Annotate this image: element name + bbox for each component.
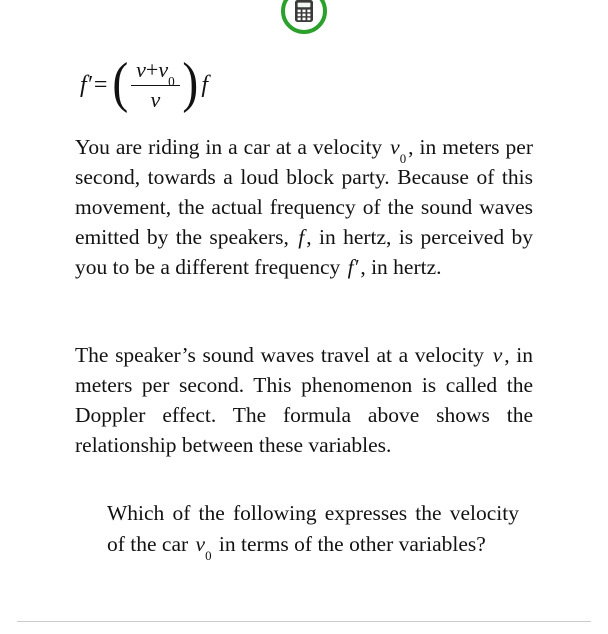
right-paren: ) xyxy=(182,52,198,114)
math-var-f: f xyxy=(298,225,305,249)
fraction xyxy=(131,57,180,113)
text-run: , in meters per second. This phenomenon is called the Doppler effect. The formula above shows the relationship between these variables. xyxy=(75,343,533,457)
left-paren: ( xyxy=(112,52,129,114)
text-run: , in hertz, is perceived by you to be a different frequency xyxy=(75,225,533,279)
formula-lhs: f xyxy=(80,71,87,98)
math-var-v0: $v_0$ xyxy=(195,532,212,563)
fraction-denominator: v xyxy=(150,86,161,112)
passage-paragraph-1 xyxy=(75,132,533,282)
question-stem xyxy=(107,498,519,563)
bottom-divider xyxy=(17,621,591,622)
text-run: Which of the following expresses the velocity of the car xyxy=(107,501,519,556)
passage-paragraph-2 xyxy=(75,340,533,460)
text-run: You are riding in a car at a velocity xyxy=(75,135,389,159)
doppler-formula xyxy=(80,52,208,118)
text-run: , in hertz. xyxy=(360,255,442,279)
equals-sign: = xyxy=(93,71,108,98)
calculator-icon xyxy=(294,0,314,23)
text-run: , in meters per second, towards a loud block party. Because of this movement, the actual frequency of the sound waves emitted by the speakers, xyxy=(75,135,533,249)
calculator-allowed-badge xyxy=(281,0,327,34)
math-var-f-prime: f′ xyxy=(347,255,359,279)
fraction-numerator: $v+v_0$ xyxy=(131,57,180,85)
text-run: The speaker’s sound waves travel at a velocity xyxy=(75,343,491,367)
text-run: in terms of the other variables? xyxy=(213,532,486,556)
formula-rhs: f xyxy=(201,71,208,98)
prime-mark: ′ xyxy=(86,71,92,98)
math-var-v0: $v_0$ xyxy=(390,135,407,166)
math-var-v: v xyxy=(492,343,503,367)
